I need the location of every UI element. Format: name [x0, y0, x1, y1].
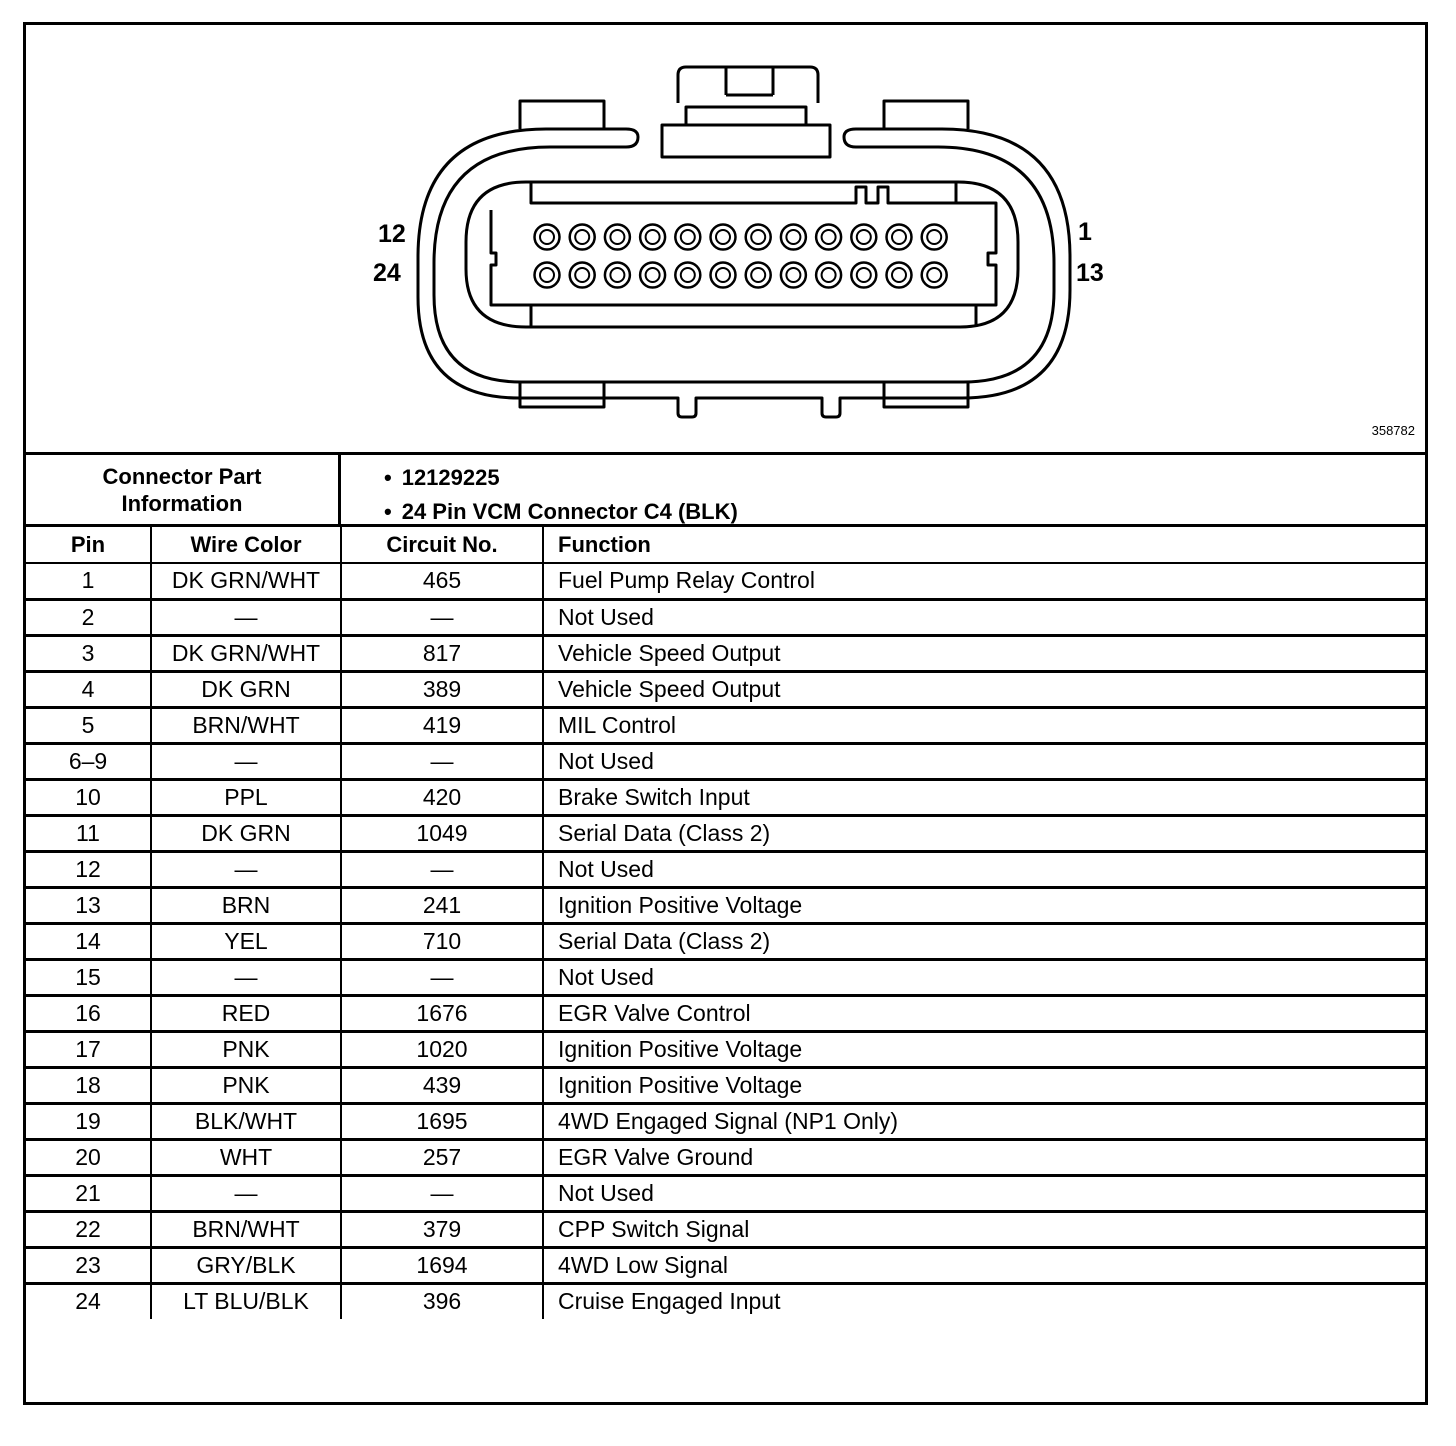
- cell-pin: 13: [26, 887, 151, 923]
- cell-wire-color: PPL: [151, 779, 341, 815]
- table-row: [26, 707, 1425, 743]
- pin-cavity-inner-2: [892, 230, 906, 244]
- header-pin: Pin: [26, 527, 151, 563]
- pin-label-24: 24: [373, 259, 401, 287]
- cell-wire-color: YEL: [151, 923, 341, 959]
- pin-cavity-16: [816, 263, 841, 288]
- table-row: [26, 959, 1425, 995]
- cell-pin: 14: [26, 923, 151, 959]
- pin-cavity-inner-3: [857, 230, 871, 244]
- cell-wire-color: DK GRN/WHT: [151, 563, 341, 599]
- cell-function: 4WD Low Signal: [543, 1247, 1425, 1283]
- pin-cavity-inner-16: [822, 268, 836, 282]
- cell-wire-color: —: [151, 1175, 341, 1211]
- pin-cavity-inner-5: [786, 230, 800, 244]
- cell-circuit: —: [341, 1175, 543, 1211]
- cell-function: Serial Data (Class 2): [543, 923, 1425, 959]
- cell-circuit: —: [341, 743, 543, 779]
- cell-wire-color: —: [151, 743, 341, 779]
- cell-wire-color: BRN/WHT: [151, 707, 341, 743]
- cell-wire-color: BRN: [151, 887, 341, 923]
- pin-cavity-1: [922, 225, 947, 250]
- table-row: [26, 1067, 1425, 1103]
- table-row: [26, 995, 1425, 1031]
- cell-function: Not Used: [543, 599, 1425, 635]
- cell-pin: 2: [26, 599, 151, 635]
- cell-function: CPP Switch Signal: [543, 1211, 1425, 1247]
- pin-table: [26, 527, 1425, 1319]
- connector-info-items: [384, 461, 738, 529]
- table-row: [26, 1211, 1425, 1247]
- cell-pin: 4: [26, 671, 151, 707]
- table-header-row: [26, 527, 1425, 563]
- pin-cavity-10: [605, 225, 630, 250]
- cell-function: Fuel Pump Relay Control: [543, 563, 1425, 599]
- pin-cavity-11: [570, 225, 595, 250]
- table-row: [26, 563, 1425, 599]
- connector-chart: [23, 22, 1428, 1405]
- cell-pin: 19: [26, 1103, 151, 1139]
- cell-function: Ignition Positive Voltage: [543, 1067, 1425, 1103]
- pin-cavity-inner-9: [646, 230, 660, 244]
- cell-pin: 21: [26, 1175, 151, 1211]
- table-row: [26, 1139, 1425, 1175]
- pin-cavity-8: [675, 225, 700, 250]
- cell-wire-color: BLK/WHT: [151, 1103, 341, 1139]
- pin-cavity-inner-6: [751, 230, 765, 244]
- connector-info-label-text: Connector Part Information: [102, 463, 262, 516]
- cell-wire-color: DK GRN: [151, 815, 341, 851]
- pin-cavity-4: [816, 225, 841, 250]
- cell-circuit: 1695: [341, 1103, 543, 1139]
- cell-function: Not Used: [543, 851, 1425, 887]
- cell-circuit: 419: [341, 707, 543, 743]
- table-row: [26, 635, 1425, 671]
- pin-label-13: 13: [1076, 259, 1104, 287]
- part-number: • 12129225: [384, 461, 738, 495]
- table-row: [26, 743, 1425, 779]
- cell-circuit: —: [341, 599, 543, 635]
- connector-description: • 24 Pin VCM Connector C4 (BLK): [384, 495, 738, 529]
- pin-cavity-24: [535, 263, 560, 288]
- pin-table-body: [26, 563, 1425, 1319]
- cell-pin: 10: [26, 779, 151, 815]
- table-row: [26, 815, 1425, 851]
- cell-pin: 6–9: [26, 743, 151, 779]
- pin-cavity-13: [922, 263, 947, 288]
- cell-circuit: 420: [341, 779, 543, 815]
- cell-circuit: 817: [341, 635, 543, 671]
- cell-function: Vehicle Speed Output: [543, 635, 1425, 671]
- cell-circuit: 389: [341, 671, 543, 707]
- table-row: [26, 599, 1425, 635]
- cell-wire-color: PNK: [151, 1031, 341, 1067]
- table-row: [26, 1175, 1425, 1211]
- cell-function: Cruise Engaged Input: [543, 1283, 1425, 1319]
- cell-function: Ignition Positive Voltage: [543, 1031, 1425, 1067]
- pin-cavity-inner-24: [540, 268, 554, 282]
- table-row: [26, 671, 1425, 707]
- cell-function: Not Used: [543, 743, 1425, 779]
- pin-label-1: 1: [1078, 218, 1092, 246]
- table-row: [26, 1283, 1425, 1319]
- cell-pin: 1: [26, 563, 151, 599]
- cell-function: Ignition Positive Voltage: [543, 887, 1425, 923]
- cell-pin: 15: [26, 959, 151, 995]
- cell-wire-color: —: [151, 851, 341, 887]
- pin-cavity-inner-22: [610, 268, 624, 282]
- cell-pin: 5: [26, 707, 151, 743]
- pin-cavity-inner-8: [681, 230, 695, 244]
- table-row: [26, 923, 1425, 959]
- pin-cavity-7: [711, 225, 736, 250]
- table-row: [26, 887, 1425, 923]
- pin-cavity-2: [887, 225, 912, 250]
- cell-circuit: 396: [341, 1283, 543, 1319]
- cell-wire-color: DK GRN/WHT: [151, 635, 341, 671]
- pin-cavity-15: [851, 263, 876, 288]
- pin-cavity-inner-7: [716, 230, 730, 244]
- pin-cavity-19: [711, 263, 736, 288]
- connector-part-info: [26, 452, 1425, 527]
- cell-circuit: —: [341, 851, 543, 887]
- connector-info-label: [26, 455, 341, 524]
- cell-circuit: 439: [341, 1067, 543, 1103]
- cell-circuit: 465: [341, 563, 543, 599]
- cell-wire-color: —: [151, 599, 341, 635]
- pin-cavity-9: [640, 225, 665, 250]
- pin-cavity-17: [781, 263, 806, 288]
- cell-pin: 16: [26, 995, 151, 1031]
- cell-circuit: 257: [341, 1139, 543, 1175]
- cell-function: Brake Switch Input: [543, 779, 1425, 815]
- cell-wire-color: WHT: [151, 1139, 341, 1175]
- pin-cavity-inner-20: [681, 268, 695, 282]
- header-circuit: Circuit No.: [341, 527, 543, 563]
- pin-cavity-22: [605, 263, 630, 288]
- pin-cavity-inner-4: [822, 230, 836, 244]
- pin-cavity-inner-13: [927, 268, 941, 282]
- cell-function: EGR Valve Ground: [543, 1139, 1425, 1175]
- cell-pin: 11: [26, 815, 151, 851]
- cell-function: MIL Control: [543, 707, 1425, 743]
- cell-pin: 22: [26, 1211, 151, 1247]
- table-row: [26, 1247, 1425, 1283]
- pin-cavities: [535, 225, 947, 288]
- pin-cavity-20: [675, 263, 700, 288]
- cell-function: Not Used: [543, 1175, 1425, 1211]
- cell-function: EGR Valve Control: [543, 995, 1425, 1031]
- cell-function: 4WD Engaged Signal (NP1 Only): [543, 1103, 1425, 1139]
- table-row: [26, 851, 1425, 887]
- pin-label-12: 12: [378, 220, 406, 248]
- pin-cavity-inner-19: [716, 268, 730, 282]
- cell-wire-color: —: [151, 959, 341, 995]
- cell-pin: 20: [26, 1139, 151, 1175]
- header-wire-color: Wire Color: [151, 527, 341, 563]
- cell-circuit: 379: [341, 1211, 543, 1247]
- cell-pin: 12: [26, 851, 151, 887]
- pin-cavity-inner-21: [646, 268, 660, 282]
- pin-cavity-inner-18: [751, 268, 765, 282]
- pin-cavity-inner-12: [540, 230, 554, 244]
- cell-pin: 18: [26, 1067, 151, 1103]
- cell-pin: 24: [26, 1283, 151, 1319]
- figure-number: 358782: [1371, 423, 1415, 438]
- cell-function: Serial Data (Class 2): [543, 815, 1425, 851]
- table-row: [26, 1031, 1425, 1067]
- pin-cavity-inner-17: [786, 268, 800, 282]
- cell-pin: 3: [26, 635, 151, 671]
- cell-wire-color: DK GRN: [151, 671, 341, 707]
- cell-wire-color: GRY/BLK: [151, 1247, 341, 1283]
- table-row: [26, 779, 1425, 815]
- pin-cavity-3: [851, 225, 876, 250]
- pin-cavity-inner-10: [610, 230, 624, 244]
- cell-wire-color: LT BLU/BLK: [151, 1283, 341, 1319]
- connector-face-drawing: [26, 25, 1425, 452]
- pin-cavity-6: [746, 225, 771, 250]
- pin-cavity-inner-1: [927, 230, 941, 244]
- cell-wire-color: PNK: [151, 1067, 341, 1103]
- pin-cavity-inner-23: [575, 268, 589, 282]
- cell-circuit: 1694: [341, 1247, 543, 1283]
- header-function: Function: [543, 527, 1425, 563]
- cell-pin: 17: [26, 1031, 151, 1067]
- cell-wire-color: RED: [151, 995, 341, 1031]
- cell-circuit: 1020: [341, 1031, 543, 1067]
- pin-cavity-23: [570, 263, 595, 288]
- table-row: [26, 1103, 1425, 1139]
- connector-diagram: [26, 25, 1425, 452]
- cell-function: Not Used: [543, 959, 1425, 995]
- cell-circuit: 1049: [341, 815, 543, 851]
- cell-pin: 23: [26, 1247, 151, 1283]
- pin-cavity-14: [887, 263, 912, 288]
- pin-cavity-5: [781, 225, 806, 250]
- cell-circuit: 1676: [341, 995, 543, 1031]
- pin-cavity-12: [535, 225, 560, 250]
- pin-cavity-inner-14: [892, 268, 906, 282]
- pin-cavity-inner-11: [575, 230, 589, 244]
- cell-circuit: 710: [341, 923, 543, 959]
- cell-circuit: —: [341, 959, 543, 995]
- pin-cavity-18: [746, 263, 771, 288]
- pin-cavity-21: [640, 263, 665, 288]
- cell-function: Vehicle Speed Output: [543, 671, 1425, 707]
- pin-cavity-inner-15: [857, 268, 871, 282]
- cell-circuit: 241: [341, 887, 543, 923]
- cell-wire-color: BRN/WHT: [151, 1211, 341, 1247]
